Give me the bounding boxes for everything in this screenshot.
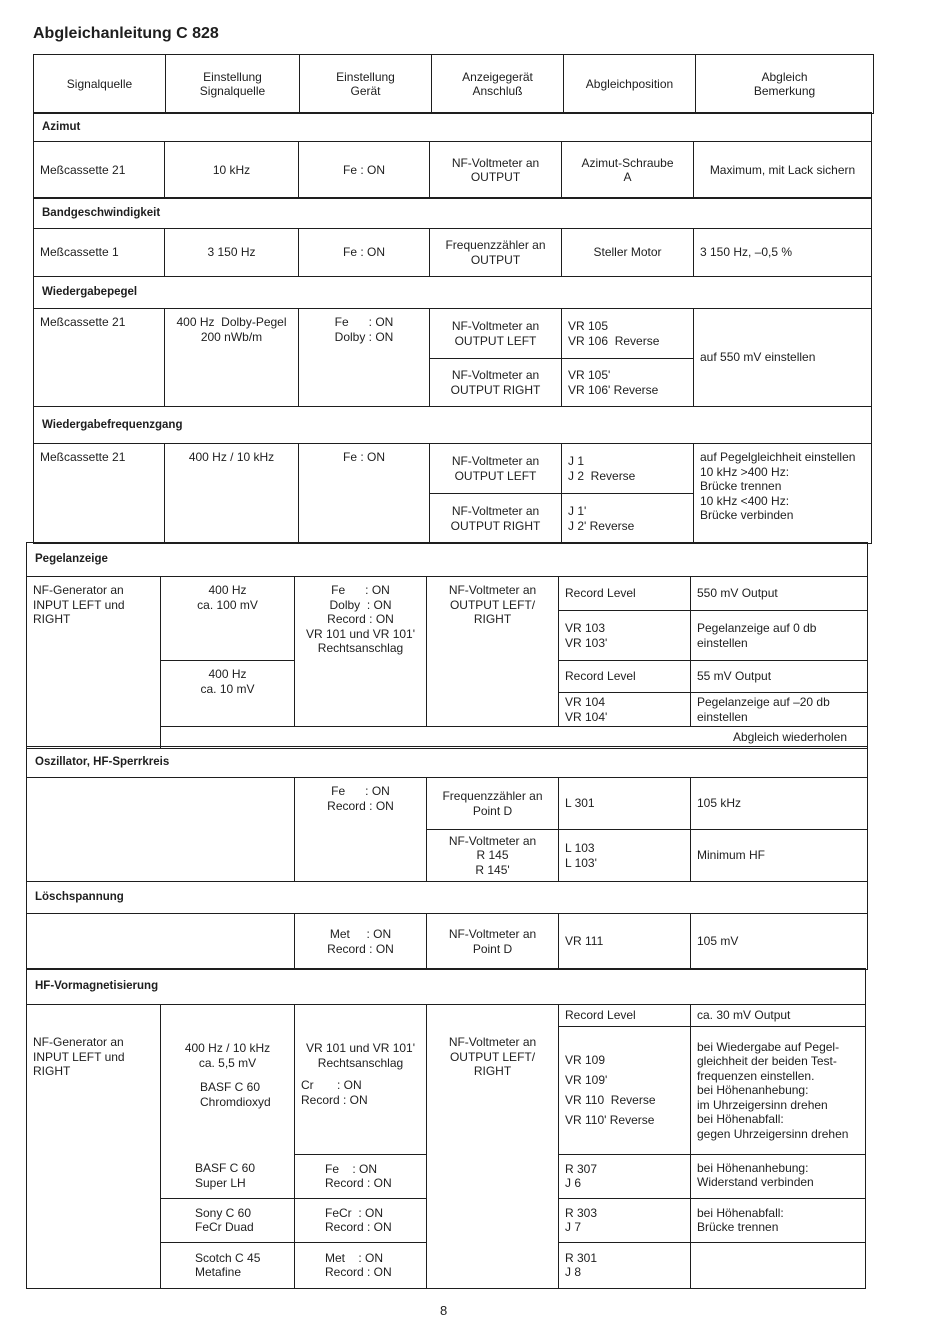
- hf-device-2: Fe : ON Record : ON: [295, 1154, 427, 1198]
- osz-rem-1: 105 kHz: [691, 778, 868, 830]
- pa-pos-4: VR 104 VR 104': [559, 693, 691, 727]
- hf-rem-record-level: ca. 30 mV Output: [691, 1005, 866, 1027]
- wf-remark: auf Pegelgleichheit einstellen 10 kHz >400 Hz: Brücke trennen 10 kHz <400 Hz: Brücke verbinden: [694, 444, 872, 544]
- ls-position: VR 111: [559, 914, 691, 970]
- page-number: 8: [440, 1303, 448, 1318]
- section-title-hf-vormagnetisierung: HF-Vormagnetisierung: [27, 969, 866, 1005]
- band-setting: 3 150 Hz: [165, 229, 299, 277]
- band-remark: 3 150 Hz, –0,5 %: [694, 229, 872, 277]
- col-abgleichposition: Abgleichposition: [564, 55, 696, 114]
- section-title-wiedergabepegel: Wiedergabepegel: [34, 277, 872, 309]
- page-title: Abgleichanleitung C 828: [33, 25, 219, 42]
- hf-tape-1: BASF C 60 Chromdioxyd: [200, 1080, 271, 1109]
- hf-setting: 400 Hz / 10 kHz ca. 5,5 mV: [161, 1005, 295, 1155]
- azimut-position: Azimut-Schraube A: [562, 142, 694, 199]
- hf-rem-1: bei Wiedergabe auf Pegel- gleichheit der beiden Test- frequenzen einstellen. bei Höhenanhebung: im Uhrzeigersinn drehen bei Höhenabfall: gegen Uhrzeigersinn drehen: [691, 1027, 866, 1155]
- section-wiedergabepegel: [33, 276, 872, 407]
- section-loeschspannung: [26, 881, 868, 970]
- pa-rem-4: Pegelanzeige auf –20 db einstellen: [691, 693, 868, 727]
- wp-meter-right: NF-Voltmeter an OUTPUT RIGHT: [430, 359, 562, 407]
- hf-rem-2: bei Höhenanhebung: Widerstand verbinden: [691, 1154, 866, 1198]
- wf-meter-right: NF-Voltmeter an OUTPUT RIGHT: [430, 494, 562, 544]
- ls-meter: NF-Voltmeter an Point D: [427, 914, 559, 970]
- section-title-pegelanzeige: Pegelanzeige: [27, 543, 868, 577]
- wf-setting: 400 Hz / 10 kHz: [165, 444, 299, 544]
- wp-position-right: VR 105' VR 106' Reverse: [562, 359, 694, 407]
- pa-pos-2: VR 103 VR 103': [559, 611, 691, 661]
- col-einstellung-geraet: Einstellung Gerät: [300, 55, 432, 114]
- section-title-azimut: Azimut: [34, 113, 872, 142]
- hf-pos-3: R 303 J 7: [559, 1198, 691, 1242]
- wf-source: Meßcassette 21: [34, 444, 165, 544]
- osz-meter-2: NF-Voltmeter an R 145 R 145': [427, 830, 559, 882]
- section-pegelanzeige: [26, 542, 868, 749]
- band-source: Meßcassette 1: [34, 229, 165, 277]
- osz-rem-2: Minimum HF: [691, 830, 868, 882]
- band-meter: Frequenzzähler an OUTPUT: [430, 229, 562, 277]
- col-einstellung-signalquelle: Einstellung Signalquelle: [166, 55, 300, 114]
- band-position: Steller Motor: [562, 229, 694, 277]
- wp-setting: 400 Hz Dolby-Pegel 200 nWb/m: [165, 309, 299, 407]
- hf-tape-3: Sony C 60 FeCr Duad: [161, 1198, 295, 1242]
- hf-device-1: Cr : ON Record : ON: [295, 1072, 427, 1154]
- header-table: [33, 54, 874, 114]
- hf-pos-4: R 301 J 8: [559, 1242, 691, 1288]
- section-azimut: [33, 112, 872, 199]
- ls-empty-source: [27, 914, 295, 970]
- hf-meter: NF-Voltmeter an OUTPUT LEFT/ RIGHT: [427, 1005, 559, 1289]
- pa-rem-3: 55 mV Output: [691, 661, 868, 693]
- wf-position-right: J 1' J 2' Reverse: [562, 494, 694, 544]
- section-title-loeschspannung: Löschspannung: [27, 882, 868, 914]
- osz-meter-1: Frequenzzähler an Point D: [427, 778, 559, 830]
- wf-device: Fe : ON: [299, 444, 430, 544]
- wp-meter-left: NF-Voltmeter an OUTPUT LEFT: [430, 309, 562, 359]
- section-title-bandgeschwindigkeit: Bandgeschwindigkeit: [34, 198, 872, 229]
- section-wiedergabefrequenzgang: [33, 406, 872, 544]
- hf-tape-2: BASF C 60 Super LH: [161, 1154, 295, 1198]
- wf-meter-left: NF-Voltmeter an OUTPUT LEFT: [430, 444, 562, 494]
- pa-rem-1: 550 mV Output: [691, 577, 868, 611]
- ls-device: Met : ON Record : ON: [295, 914, 427, 970]
- hf-device-top: VR 101 und VR 101' Rechtsanschlag: [295, 1005, 427, 1073]
- hf-tape-4: Scotch C 45 Metafine: [161, 1242, 295, 1288]
- osz-pos-1: L 301: [559, 778, 691, 830]
- section-bandgeschwindigkeit: [33, 197, 872, 277]
- pa-device: Fe : ON Dolby : ON Record : ON VR 101 und VR 101' Rechtsanschlag: [295, 577, 427, 727]
- section-title-oszillator: Oszillator, HF-Sperrkreis: [27, 747, 868, 778]
- pa-repeat: Abgleich wiederholen: [161, 727, 868, 749]
- col-signalquelle: Signalquelle: [34, 55, 166, 114]
- pa-setting-1: 400 Hz ca. 100 mV: [161, 577, 295, 661]
- hf-rem-3: bei Höhenabfall: Brücke trennen: [691, 1198, 866, 1242]
- wp-position-left: VR 105 VR 106 Reverse: [562, 309, 694, 359]
- pa-setting-2: 400 Hz ca. 10 mV: [161, 661, 295, 727]
- wp-source: Meßcassette 21: [34, 309, 165, 407]
- hf-pos-1: VR 109 VR 109' VR 110 Reverse VR 110' Reverse: [559, 1027, 691, 1155]
- osz-device: Fe : ON Record : ON: [295, 778, 427, 882]
- col-anzeigegeraet: Anzeigegerät Anschluß: [432, 55, 564, 114]
- hf-device-3: FeCr : ON Record : ON: [295, 1198, 427, 1242]
- ls-remark: 105 mV: [691, 914, 868, 970]
- hf-rem-4-empty: [691, 1242, 866, 1288]
- hf-source: NF-Generator an INPUT LEFT und RIGHT: [27, 1005, 161, 1289]
- azimut-source: Meßcassette 21: [34, 142, 165, 199]
- hf-device-4: Met : ON Record : ON: [295, 1242, 427, 1288]
- wf-position-left: J 1 J 2 Reverse: [562, 444, 694, 494]
- wp-remark: auf 550 mV einstellen: [694, 309, 872, 407]
- pa-pos-3: Record Level: [559, 661, 691, 693]
- pa-pos-1: Record Level: [559, 577, 691, 611]
- azimut-remark: Maximum, mit Lack sichern: [694, 142, 872, 199]
- azimut-meter: NF-Voltmeter an OUTPUT: [430, 142, 562, 199]
- col-bemerkung: Abgleich Bemerkung: [696, 55, 874, 114]
- section-hf-vormagnetisierung: [26, 968, 866, 1289]
- wp-device: Fe : ON Dolby : ON: [299, 309, 430, 407]
- osz-empty-source: [27, 778, 295, 882]
- pa-source: NF-Generator an INPUT LEFT und RIGHT: [27, 577, 161, 749]
- hf-pos-record-level: Record Level: [559, 1005, 691, 1027]
- pa-meter: NF-Voltmeter an OUTPUT LEFT/ RIGHT: [427, 577, 559, 727]
- section-title-wiedergabefrequenzgang: Wiedergabefrequenzgang: [34, 407, 872, 444]
- band-device: Fe : ON: [299, 229, 430, 277]
- pa-rem-2: Pegelanzeige auf 0 db einstellen: [691, 611, 868, 661]
- section-oszillator: [26, 746, 868, 882]
- azimut-setting: 10 kHz: [165, 142, 299, 199]
- osz-pos-2: L 103 L 103': [559, 830, 691, 882]
- hf-pos-2: R 307 J 6: [559, 1154, 691, 1198]
- azimut-device: Fe : ON: [299, 142, 430, 199]
